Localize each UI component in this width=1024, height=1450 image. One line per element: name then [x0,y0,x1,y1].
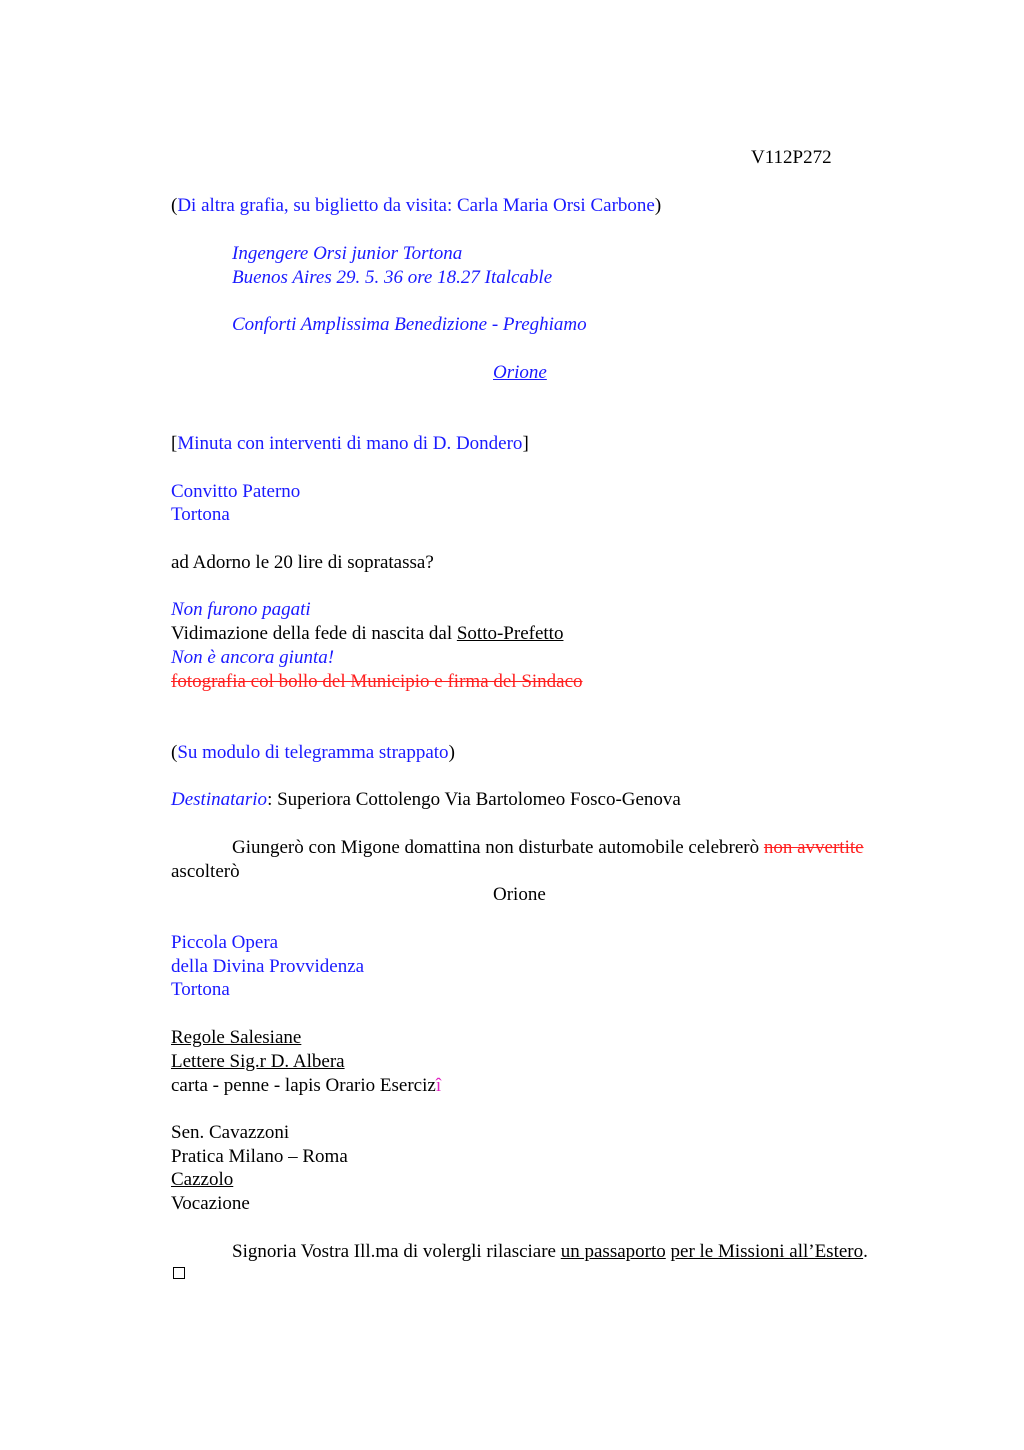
opera-address-3: Tortona [171,979,230,1000]
telegram-signature: Orione [493,884,546,905]
telegram-recipient: Destinatario: Superiora Cottolengo Via Bartolomeo Fosco-Genova [171,789,681,810]
telegram-message-cont: ascolterò [171,861,240,882]
telegram-header: (Su modulo di telegramma strappato) [171,742,455,763]
empty-checkbox-icon [173,1267,185,1279]
draft-address-1: Convitto Paterno [171,481,301,502]
draft-vidimazione: Vidimazione della fede di nascita dal Sotto-Prefetto [171,623,564,644]
card-line-1: Ingengere Orsi junior Tortona [232,243,463,264]
draft-note-1: Non furono pagati [171,599,311,620]
note-line: Pratica Milano – Roma [171,1146,348,1167]
draft-header: [Minuta con interventi di mano di D. Dondero] [171,433,529,454]
card-line-3: Conforti Amplissima Benedizione - Preghiamo [232,314,587,335]
list-item: Regole Salesiane [171,1027,302,1048]
note-line: Cazzolo [171,1169,234,1190]
draft-question: ad Adorno le 20 lire di sopratassa? [171,552,434,573]
telegram-message: Giungerò con Migone domattina non disturbate automobile celebrerò non avvertite [232,837,864,858]
document-id: V112P272 [751,147,832,168]
card-line-2: Buenos Aires 29. 5. 36 ore 18.27 Italcable [232,267,553,288]
card-signature: Orione [493,362,547,383]
passport-request: Signoria Vostra Ill.ma di volergli rilasciare un passaporto per le Missioni all’Estero. [232,1241,868,1262]
note-line: Vocazione [171,1193,250,1214]
draft-struck-line: fotografia col bollo del Municipio e firma del Sindaco [171,671,583,692]
list-item: carta - penne - lapis Orario Esercizî [171,1075,442,1096]
card-header: (Di altra grafia, su biglietto da visita: Carla Maria Orsi Carbone) [171,195,662,216]
opera-address-1: Piccola Opera [171,932,279,953]
draft-address-2: Tortona [171,504,230,525]
opera-address-2: della Divina Provvidenza [171,956,365,977]
note-line: Sen. Cavazzoni [171,1122,290,1143]
draft-note-2: Non è ancora giunta! [171,647,335,668]
list-item: Lettere Sig.r D. Albera [171,1051,345,1072]
